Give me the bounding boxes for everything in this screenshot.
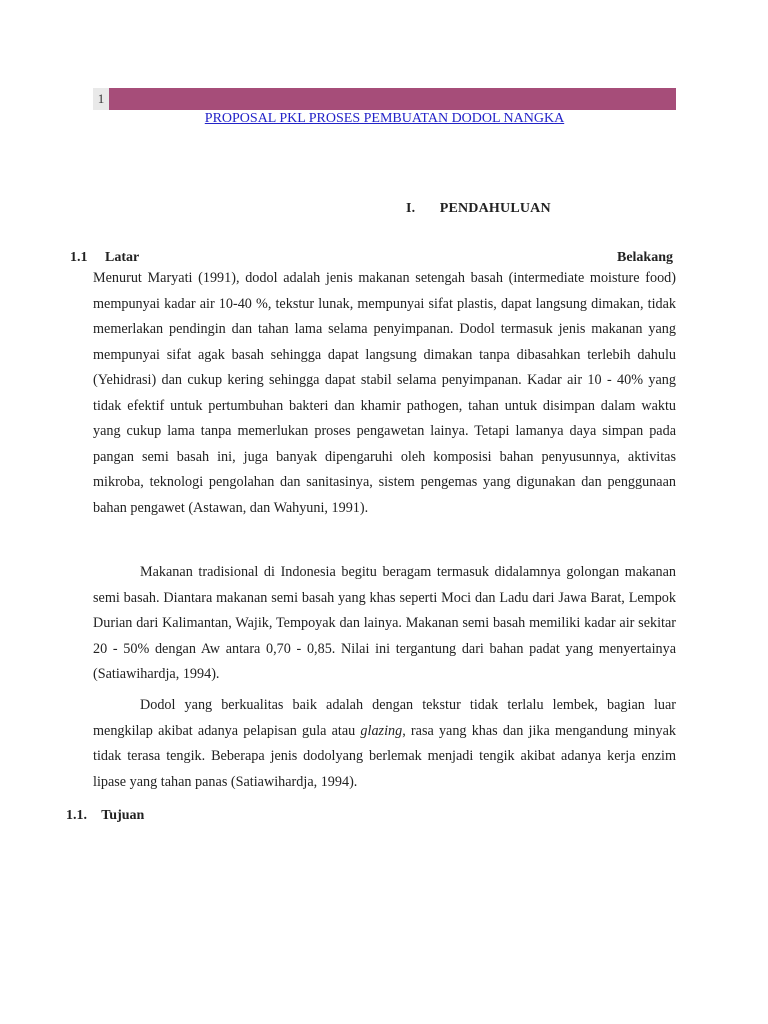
section-number: 1.1. <box>66 808 87 823</box>
paragraph-3 <box>93 693 676 795</box>
glazing-term: glazing <box>360 722 403 739</box>
section-title: Tujuan <box>101 808 145 823</box>
header-bar <box>93 88 676 110</box>
paragraph-3-text: Dodol yang berkualitas baik adalah dengan tekstur tidak terlalu lembek, bagian luar mengkilap akibat adanya pelapisan gula atau <box>93 697 676 739</box>
header-color-bar <box>109 88 676 110</box>
section-heading-latar-belakang <box>70 250 673 266</box>
paragraph-1: Menurut Maryati (1991), dodol adalah jenis makanan setengah basah (intermediate moisture food) mempunyai kadar air 10-40 %, tekstur lunak, mempunyai sifat plastis, dapat langsung dimakan, tidak memerlakan pendingin dan tahan lama selama penyimpanan. Dodol termasuk jenis makanan yang mempunyai sifat agak basah sehingga dapat langsung dimakan tanpa dibasahkan terlebih dahulu (Yehidrasi) dan cukup kering sehingga dapat stabil selama penyimpanan. Kadar air 10 - 40% yang tidak efektif untuk pertumbuhan bakteri dan khamir pathogen, tahan untuk disimpan dalam waktu yang cukup lama tanpa memerlukan proses pengawetan lainya. Tetapi lamanya daya simpan pada pangan semi basah ini, juga banyak dipengaruhi oleh komposisi bahan penyusunnya, aktivitas mikroba, teknologi pengolahan dan sanitasinya, sistem pengemas yang digunakan dan penggunaan bahan pengawet (Astawan, dan Wahyuni, 1991). <box>93 270 676 516</box>
document-title[interactable]: PROPOSAL PKL PROSES PEMBUATAN DODOL NANGKA <box>204 111 565 126</box>
page-number: 1 <box>93 88 109 110</box>
section-title-word: Belakang <box>616 250 673 265</box>
section-title-word: Latar <box>105 250 140 265</box>
paragraph-3-text: , rasa yang khas dan jika mengandung minyak tidak terasa tengik. Beberapa jenis dodolyang berlemak menjadi tengik akibat adanya kerja enzim lipase yang tahan panas (Satiawihardja, 1994). <box>93 722 677 790</box>
chapter-title: PENDAHULUAN <box>439 201 551 216</box>
section-heading-tujuan <box>66 808 144 824</box>
chapter-number: I. <box>406 201 416 216</box>
chapter-heading <box>406 201 551 217</box>
paragraph-2: Makanan tradisional di Indonesia begitu beragam termasuk didalamnya golongan makanan semi basah. Diantara makanan semi basah yang khas seperti Moci dan Ladu dari Jawa Barat, Lempok Durian dari Kalimantan, Wajik, Tempoyak dan lainya. Makanan semi basah memiliki kadar air sekitar 20 - 50% dengan Aw antara 0,70 - 0,85. Nilai ini tergantung dari bahan padat yang menyertainya (Satiawihardja, 1994). <box>93 564 676 682</box>
section-number: 1.1 <box>70 250 88 265</box>
